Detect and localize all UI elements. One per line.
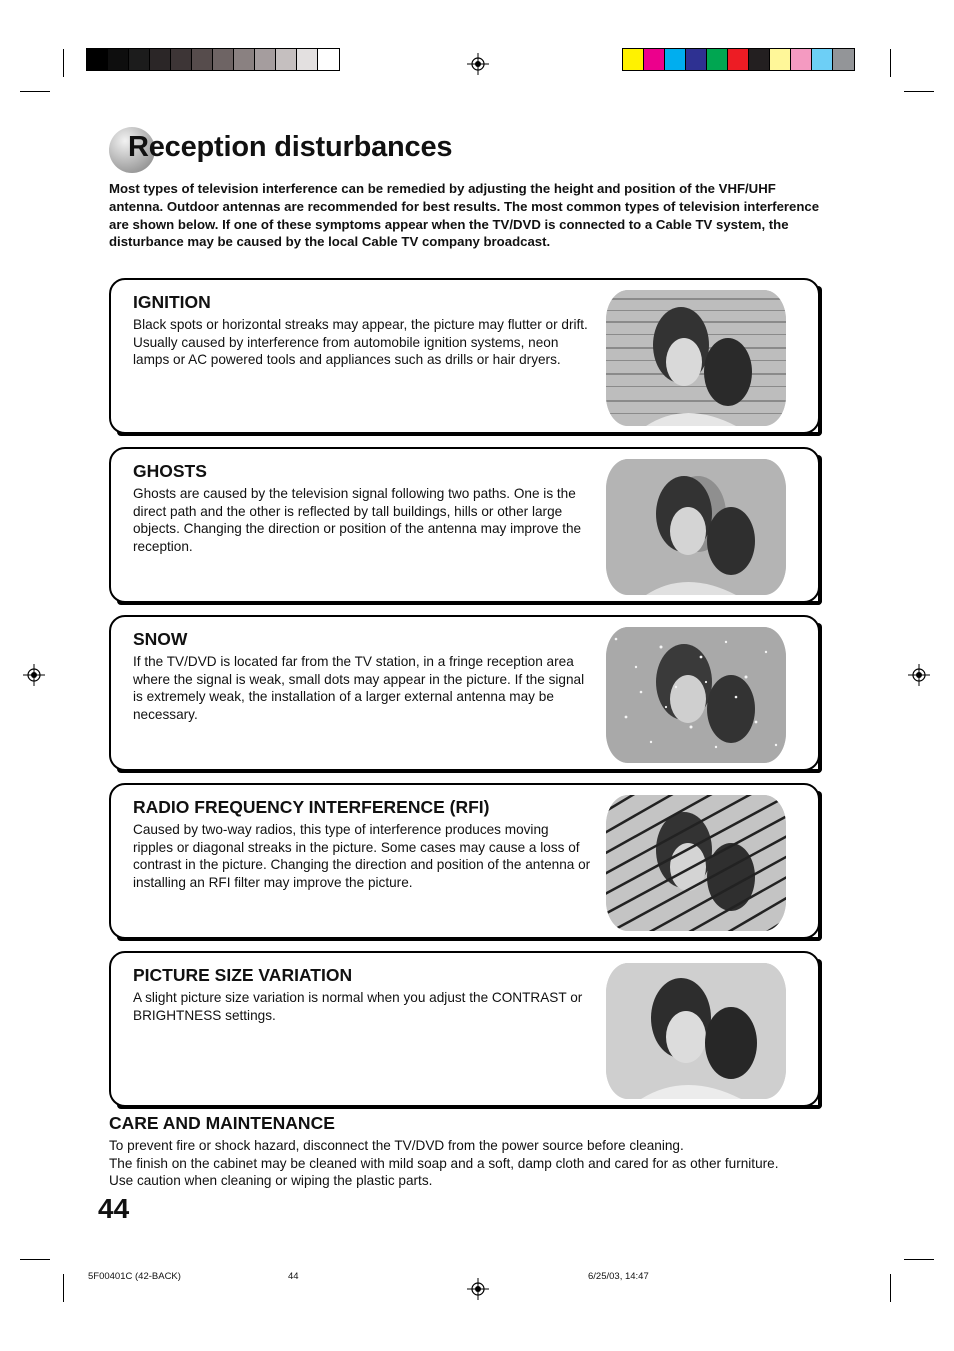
section-text: If the TV/DVD is located far from the TV station, in a fringe reception area where the signal is weak, small dots may appear in the picture. If the signal is extremely weak, the installation of a larger external antenna may be necessary. [133, 654, 585, 722]
section-text: Caused by two-way radios, this type of interference produces moving ripples or diagonal streaks in the picture. Some cases may cause a loss of contrast in the picture. Changing the direction and position of the antenna or installing an RFI filter may improve the picture. [133, 822, 591, 890]
section-heading: SNOW [133, 629, 188, 649]
registration-mark-icon [23, 664, 45, 686]
calibration-swatch [728, 49, 749, 70]
page-title: Reception disturbances [128, 131, 453, 163]
section-ghosts [109, 447, 820, 603]
calibration-swatch [833, 49, 854, 70]
crop-mark [20, 1259, 50, 1260]
calibration-swatch [129, 49, 150, 70]
crop-mark [63, 1274, 64, 1302]
registration-mark-icon [467, 1278, 489, 1300]
section-heading: GHOSTS [133, 461, 207, 481]
tv-screen-rfi-image [606, 795, 786, 931]
section-picture-size [109, 951, 820, 1107]
section-text: Black spots or horizontal streaks may appear, the picture may flutter or drift. Usually caused by interference from automobile ignition systems, neon lamps or AC powered tools and appliances such as drills or hair dryers. [133, 317, 588, 368]
crop-mark [904, 91, 934, 92]
calibration-swatch [644, 49, 665, 70]
tv-screen-picture-size-image [606, 963, 786, 1099]
color-calibration-bar [622, 48, 855, 71]
calibration-swatch [749, 49, 770, 70]
footer-doc-code: 5F00401C (42-BACK) [88, 1271, 181, 1282]
crop-mark [63, 49, 64, 77]
section-heading: IGNITION [133, 292, 211, 312]
registration-mark-icon [908, 664, 930, 686]
calibration-swatch [318, 49, 339, 70]
calibration-swatch [297, 49, 318, 70]
calibration-swatch [791, 49, 812, 70]
calibration-swatch [234, 49, 255, 70]
calibration-swatch [812, 49, 833, 70]
calibration-swatch [150, 49, 171, 70]
section-heading: RADIO FREQUENCY INTERFERENCE (RFI) [133, 797, 490, 817]
crop-mark [20, 91, 50, 92]
intro-paragraph: Most types of television interference can be remedied by adjusting the height and position of the VHF/UHF antenna. Outdoor antennas are recommended for best results. The most common types of television interference are shown below. If one of these symptoms appear when the TV/DVD is connected to a Cable TV system, the disturbance may be caused by the local Cable TV company broadcast. [109, 181, 820, 250]
crop-mark [890, 49, 891, 77]
grayscale-calibration-bar [86, 48, 340, 71]
calibration-swatch [770, 49, 791, 70]
calibration-swatch [87, 49, 108, 70]
calibration-swatch [686, 49, 707, 70]
care-text-line: The finish on the cabinet may be cleaned with mild soap and a soft, damp cloth and cared for as other furniture. [109, 1156, 779, 1171]
tv-screen-ignition-image [606, 290, 786, 426]
calibration-swatch [108, 49, 129, 70]
footer-timestamp: 6/25/03, 14:47 [588, 1271, 649, 1282]
calibration-swatch [623, 49, 644, 70]
crop-mark [890, 1274, 891, 1302]
section-rfi [109, 783, 820, 939]
calibration-swatch [213, 49, 234, 70]
care-text-line: Use caution when cleaning or wiping the plastic parts. [109, 1173, 433, 1188]
tv-screen-ghosts-image [606, 459, 786, 595]
calibration-swatch [707, 49, 728, 70]
care-heading: CARE AND MAINTENANCE [109, 1113, 335, 1133]
section-text: Ghosts are caused by the television signal following two paths. One is the direct path and the other is reflected by tall buildings, hills or other large objects. Changing the direction or position of the antenna may improve the reception. [133, 486, 582, 554]
section-heading: PICTURE SIZE VARIATION [133, 965, 353, 985]
section-ignition [109, 278, 820, 434]
calibration-swatch [255, 49, 276, 70]
footer-page: 44 [288, 1271, 299, 1282]
section-text: A slight picture size variation is normal when you adjust the CONTRAST or BRIGHTNESS settings. [133, 990, 583, 1023]
section-snow [109, 615, 820, 771]
care-text-line: To prevent fire or shock hazard, disconnect the TV/DVD from the power source before cleaning. [109, 1138, 684, 1153]
calibration-swatch [171, 49, 192, 70]
crop-mark [904, 1259, 934, 1260]
calibration-swatch [665, 49, 686, 70]
calibration-swatch [276, 49, 297, 70]
calibration-swatch [192, 49, 213, 70]
registration-mark-icon [467, 53, 489, 75]
tv-screen-snow-image [606, 627, 786, 763]
page-number: 44 [98, 1193, 130, 1224]
